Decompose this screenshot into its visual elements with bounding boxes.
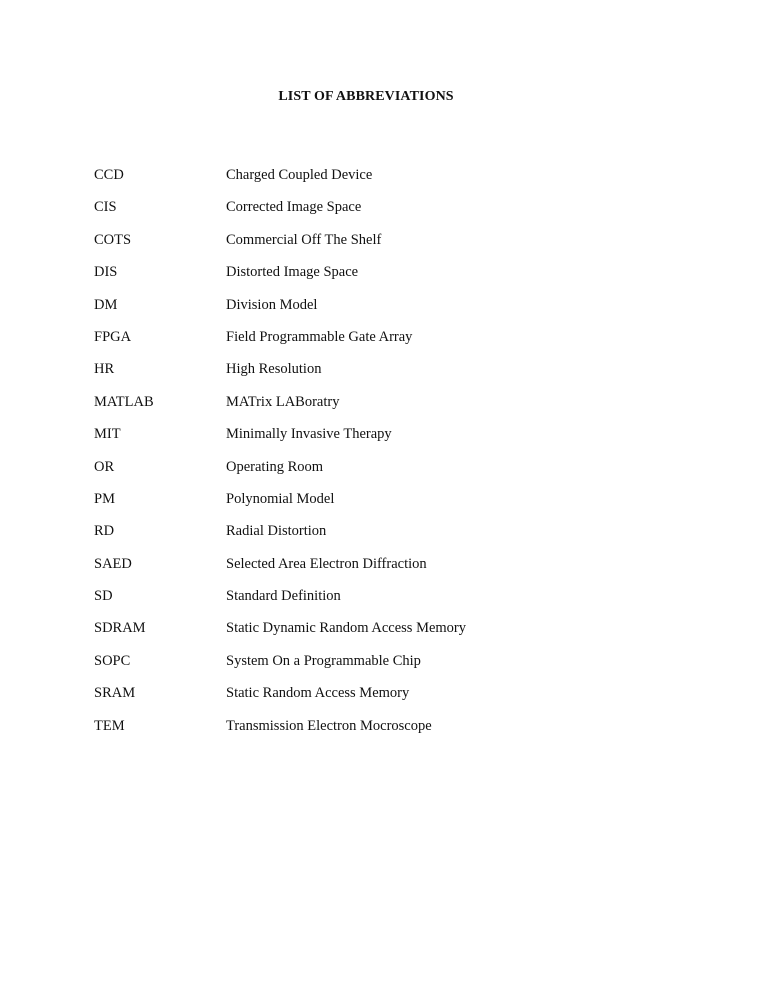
abbreviation-term: SOPC: [94, 652, 131, 669]
abbreviation-term: MIT: [94, 426, 121, 443]
abbreviation-definition: Corrected Image Space: [226, 199, 362, 216]
abbreviation-row: [94, 329, 466, 361]
abbreviation-term: TEM: [94, 717, 125, 734]
abbreviation-row: [94, 653, 466, 685]
abbreviation-term: SRAM: [94, 685, 136, 702]
abbreviation-row: [94, 264, 466, 296]
abbreviation-term: CIS: [94, 199, 117, 216]
abbreviation-definition: High Resolution: [226, 361, 322, 378]
abbreviation-row: [94, 523, 466, 555]
abbreviation-definition: Polynomial Model: [226, 490, 335, 507]
abbreviation-definition: System On a Programmable Chip: [226, 652, 421, 669]
abbreviation-row: [94, 167, 466, 199]
abbreviation-row: [94, 361, 466, 393]
abbreviation-row: [94, 588, 466, 620]
abbreviation-definition: Commercial Off The Shelf: [226, 231, 382, 248]
abbreviation-definition: Operating Room: [226, 458, 324, 475]
abbreviation-definition: Division Model: [226, 296, 318, 313]
abbreviation-row: [94, 199, 466, 231]
abbreviation-definition: MATrix LABoratry: [226, 393, 340, 410]
page-title: LIST OF ABBREVIATIONS: [278, 89, 454, 104]
abbreviation-term: RD: [94, 523, 115, 540]
abbreviation-row: [94, 685, 466, 717]
abbreviation-row: [94, 620, 466, 652]
abbreviation-term: DIS: [94, 264, 118, 281]
abbreviation-row: [94, 556, 466, 588]
abbreviation-row: [94, 718, 466, 750]
abbreviation-definition: Static Dynamic Random Access Memory: [226, 620, 467, 637]
abbreviation-term: HR: [94, 361, 115, 378]
abbreviation-definition: Transmission Electron Mocroscope: [226, 717, 432, 734]
abbreviation-term: OR: [94, 458, 115, 475]
abbreviation-row: [94, 459, 466, 491]
abbreviation-term: DM: [94, 296, 118, 313]
abbreviation-definition: Distorted Image Space: [226, 264, 359, 281]
abbreviation-term: COTS: [94, 231, 132, 248]
abbreviation-row: [94, 232, 466, 264]
abbreviation-definition: Selected Area Electron Diffraction: [226, 555, 427, 572]
abbreviation-definition: Charged Coupled Device: [226, 167, 373, 183]
abbreviation-row: [94, 426, 466, 458]
abbreviation-list: [94, 167, 466, 750]
abbreviation-row: [94, 394, 466, 426]
abbreviation-term: SDRAM: [94, 620, 146, 637]
abbreviation-term: SAED: [94, 555, 132, 572]
abbreviation-term: SD: [94, 588, 113, 605]
abbreviation-definition: Radial Distortion: [226, 523, 327, 540]
abbreviation-definition: Static Random Access Memory: [226, 685, 410, 702]
abbreviation-term: CCD: [94, 167, 124, 183]
abbreviation-term: MATLAB: [94, 393, 154, 410]
abbreviation-definition: Field Programmable Gate Array: [226, 328, 413, 345]
abbreviation-term: FPGA: [94, 328, 132, 345]
abbreviation-definition: Standard Definition: [226, 588, 341, 605]
abbreviation-term: PM: [94, 490, 115, 507]
abbreviation-row: [94, 491, 466, 523]
abbreviation-definition: Minimally Invasive Therapy: [226, 426, 392, 443]
abbreviation-row: [94, 297, 466, 329]
